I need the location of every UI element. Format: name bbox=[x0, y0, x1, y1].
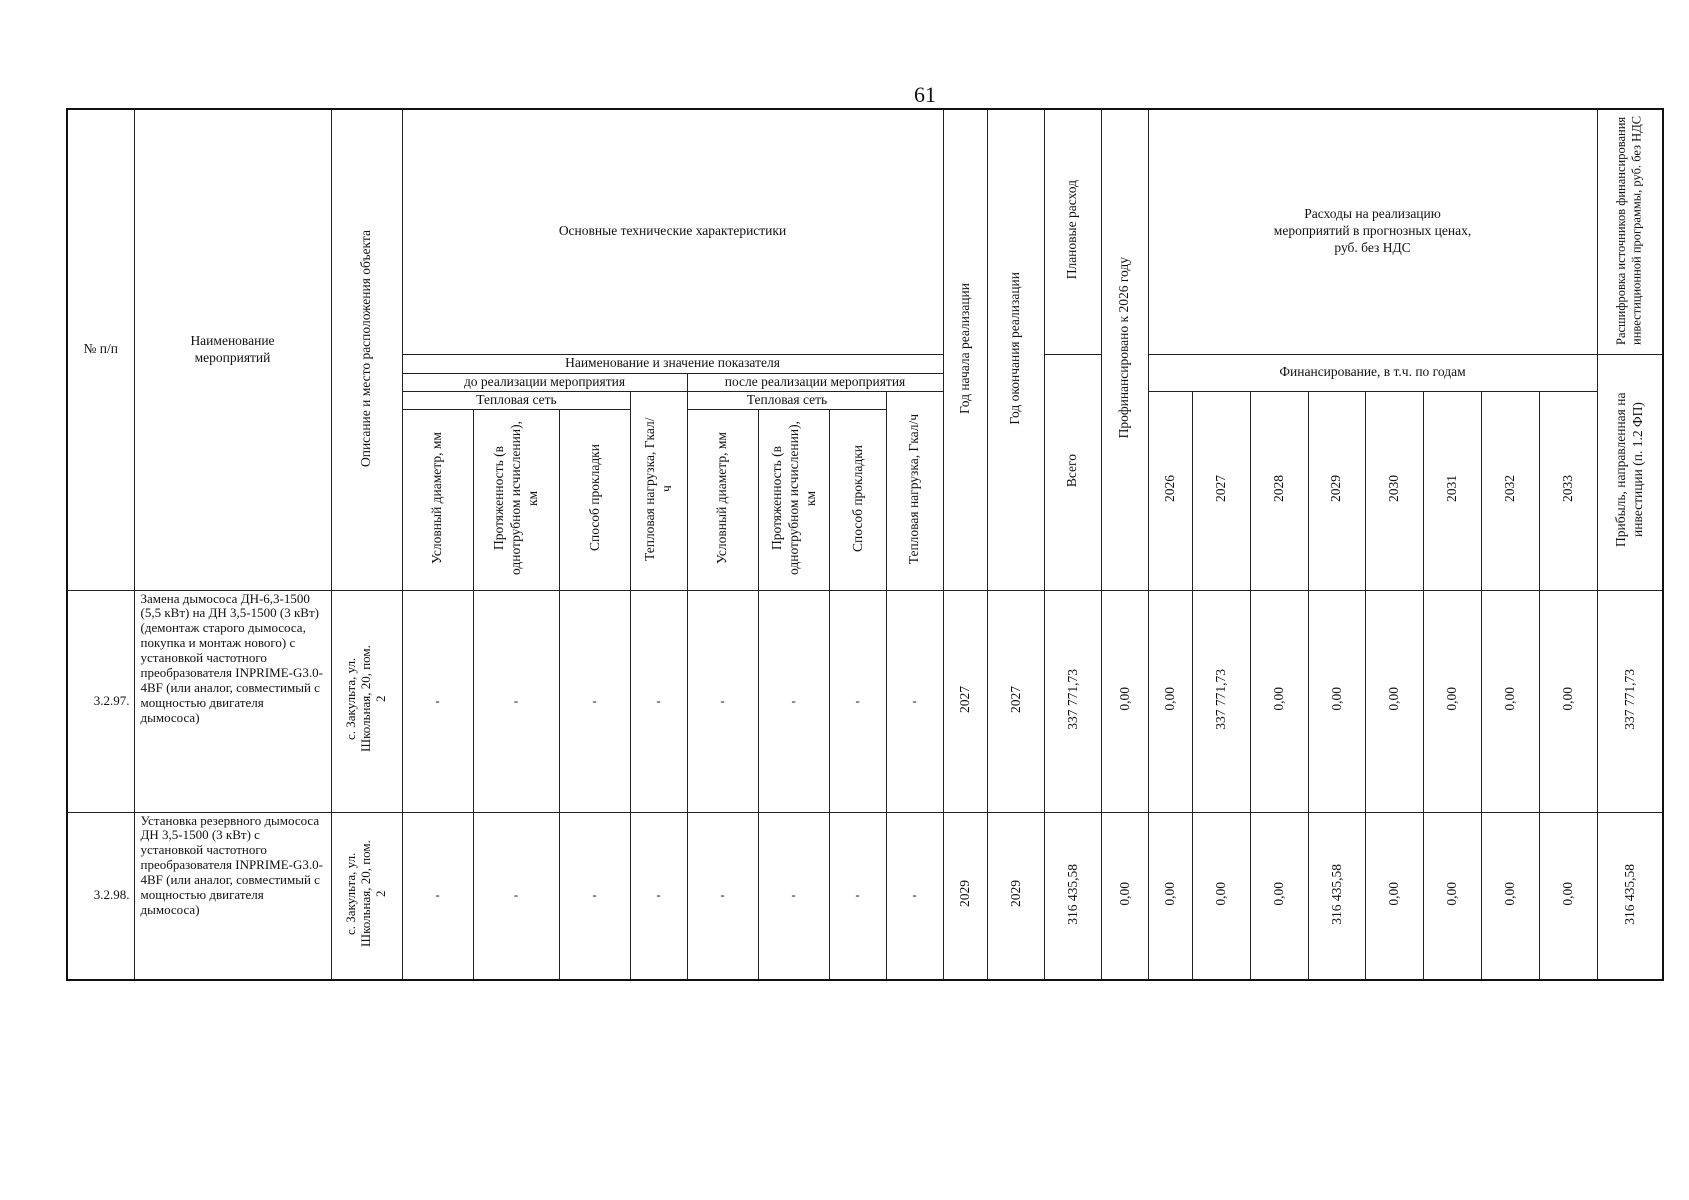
year-header-2030: 2030 bbox=[1365, 391, 1423, 590]
after-diameter-header: Условный диаметр, мм bbox=[688, 410, 759, 590]
row-year-value: 0,00 bbox=[1539, 812, 1597, 980]
tech-value: - bbox=[758, 590, 829, 812]
row-year-value: 316 435,58 bbox=[1308, 812, 1365, 980]
tech-value: - bbox=[630, 590, 687, 812]
year-end-header: Год окончания реализации bbox=[987, 109, 1044, 590]
col-desc-header: Описание и место расположения объекта bbox=[331, 109, 402, 590]
tech-value: - bbox=[402, 812, 473, 980]
before-group-header: до реализации мероприятия bbox=[402, 373, 687, 391]
after-group-header: после реализации мероприятия bbox=[687, 373, 943, 391]
year-header-2033: 2033 bbox=[1539, 391, 1597, 590]
tech-value: - bbox=[559, 812, 630, 980]
tech-value: - bbox=[473, 590, 559, 812]
financing-group-header: Финансирование, в т.ч. по годам bbox=[1148, 354, 1597, 391]
row-year-start: 2027 bbox=[943, 590, 987, 812]
before-heat-net-label: Тепловая сеть bbox=[403, 392, 631, 410]
tech-value: - bbox=[687, 590, 758, 812]
row-year-value: 337 771,73 bbox=[1192, 590, 1250, 812]
row-year-value: 0,00 bbox=[1192, 812, 1250, 980]
after-laying-header: Способ прокладки bbox=[849, 444, 865, 552]
tech-group-header: Основные технические характеристики bbox=[402, 109, 943, 354]
row-prefinanced: 0,00 bbox=[1101, 590, 1148, 812]
row-location: с. Закульта, ул. Школьная, 20, пом. 2 bbox=[331, 812, 402, 980]
after-heat-net-block bbox=[687, 391, 886, 590]
before-heat-load-header: Тепловая нагрузка, Гкал/ч bbox=[630, 391, 687, 590]
row-year-end: 2027 bbox=[987, 590, 1044, 812]
row-year-value: 0,00 bbox=[1481, 590, 1539, 812]
row-number: 3.2.98. bbox=[67, 812, 134, 980]
table-row bbox=[67, 590, 1663, 812]
row-profit: 337 771,73 bbox=[1597, 590, 1663, 812]
year-header-2026: 2026 bbox=[1148, 391, 1192, 590]
tech-value: - bbox=[473, 812, 559, 980]
row-year-value: 0,00 bbox=[1365, 590, 1423, 812]
before-diameter-header: Условный диаметр, мм bbox=[403, 410, 474, 590]
year-start-header: Год начала реализации bbox=[943, 109, 987, 590]
after-heat-load-header: Тепловая нагрузка, Гкал/ч bbox=[886, 391, 943, 590]
before-heat-net-block bbox=[402, 391, 630, 590]
row-year-value: 0,00 bbox=[1481, 812, 1539, 980]
col-name-header: Наименование мероприятий bbox=[134, 109, 331, 590]
year-header-2028: 2028 bbox=[1250, 391, 1308, 590]
row-year-value: 0,00 bbox=[1250, 812, 1308, 980]
tech-value: - bbox=[829, 812, 886, 980]
tech-value: - bbox=[630, 812, 687, 980]
tech-value: - bbox=[829, 590, 886, 812]
row-year-value: 0,00 bbox=[1148, 812, 1192, 980]
investment-table bbox=[66, 108, 1664, 981]
row-year-value: 0,00 bbox=[1423, 590, 1481, 812]
tech-value: - bbox=[758, 812, 829, 980]
row-number: 3.2.97. bbox=[67, 590, 134, 812]
row-prefinanced: 0,00 bbox=[1101, 812, 1148, 980]
prefinanced-header: Профинансировано к 2026 году bbox=[1101, 109, 1148, 590]
tech-value: - bbox=[886, 812, 943, 980]
before-laying-header: Способ прокладки bbox=[586, 444, 602, 552]
row-total: 316 435,58 bbox=[1044, 812, 1101, 980]
row-name: Установка резервного дымососа ДН 3,5-1500 (3 кВт) с установкой частотного преобразователя INPRIME-G3.0-4BF (или аналог, совместимый с мощностью двигателя дымососа) bbox=[134, 812, 331, 980]
row-year-value: 0,00 bbox=[1423, 812, 1481, 980]
before-length-header: Протяженность (в однотрубном исчислении), км bbox=[474, 410, 560, 590]
indicator-group-header: Наименование и значение показателя bbox=[402, 354, 943, 373]
row-year-start: 2029 bbox=[943, 812, 987, 980]
tech-value: - bbox=[559, 590, 630, 812]
planned-header: Плановые расход bbox=[1044, 109, 1101, 354]
row-name: Замена дымососа ДН-6,3-1500 (5,5 кВт) на ДН 3,5-1500 (3 кВт) (демонтаж старого дымососа, покупка и монтаж нового) с установкой частотного преобразователя INPRIME-G3.0-4BF (или аналог, совместимый с мощностью двигателя дымососа) bbox=[134, 590, 331, 812]
page-number: 61 bbox=[914, 82, 936, 107]
row-year-value: 0,00 bbox=[1250, 590, 1308, 812]
after-heat-net-label: Тепловая сеть bbox=[688, 392, 887, 410]
table-row bbox=[67, 812, 1663, 980]
tech-value: - bbox=[687, 812, 758, 980]
year-header-2031: 2031 bbox=[1423, 391, 1481, 590]
tech-value: - bbox=[402, 590, 473, 812]
total-header: Всего bbox=[1044, 354, 1101, 590]
sources-group-header: Расшифровка источников финансирования инвестиционной программы, руб. без НДС bbox=[1597, 109, 1663, 354]
year-header-2029: 2029 bbox=[1308, 391, 1365, 590]
row-profit: 316 435,58 bbox=[1597, 812, 1663, 980]
tech-value: - bbox=[886, 590, 943, 812]
row-year-end: 2029 bbox=[987, 812, 1044, 980]
row-year-value: 0,00 bbox=[1539, 590, 1597, 812]
row-year-value: 0,00 bbox=[1308, 590, 1365, 812]
row-year-value: 0,00 bbox=[1365, 812, 1423, 980]
profit-header: Прибыль, направленная на инвестиции (п. 1.2 ФП) bbox=[1597, 354, 1663, 590]
costs-group-header: Расходы на реализацию мероприятий в прогнозных ценах, руб. без НДС bbox=[1148, 109, 1597, 354]
row-total: 337 771,73 bbox=[1044, 590, 1101, 812]
row-year-value: 0,00 bbox=[1148, 590, 1192, 812]
year-header-2027: 2027 bbox=[1192, 391, 1250, 590]
after-length-header: Протяженность (в однотрубном исчислении), км bbox=[759, 410, 830, 590]
row-location: с. Закульта, ул. Школьная, 20, пом. 2 bbox=[331, 590, 402, 812]
year-header-2032: 2032 bbox=[1481, 391, 1539, 590]
col-num-header: № п/п bbox=[67, 109, 134, 590]
